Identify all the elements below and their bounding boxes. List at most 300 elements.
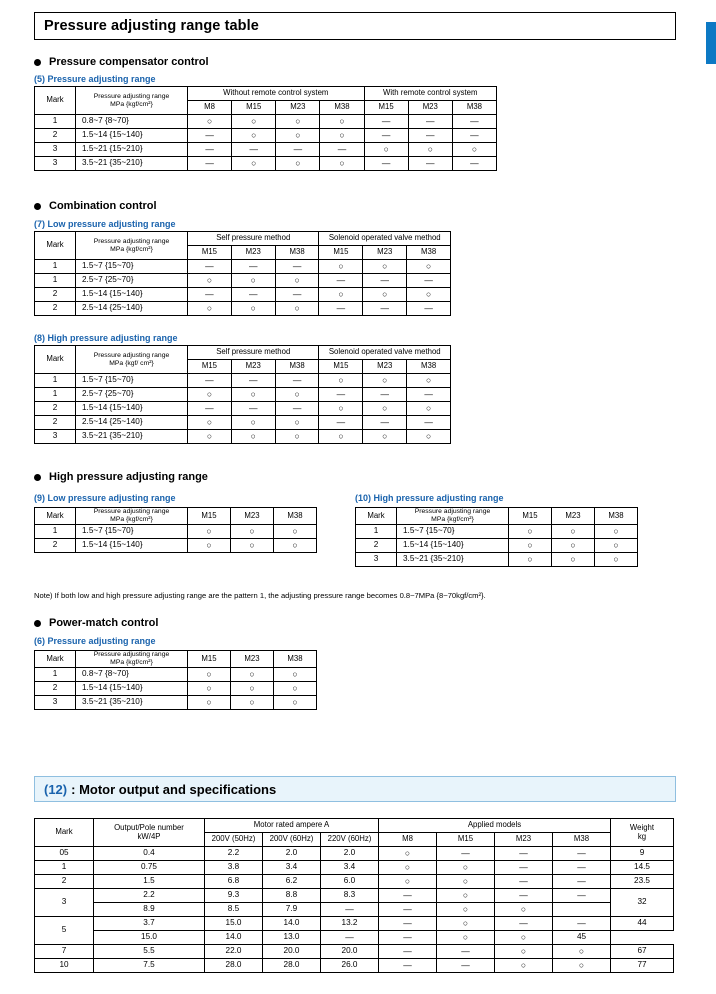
cell-applied-model: — xyxy=(379,959,437,973)
cell-availability: — xyxy=(363,388,407,402)
subheading-number: (7) xyxy=(34,219,45,229)
col-ampere: 200V (50Hz) xyxy=(205,833,263,847)
cell-applied-model: ○ xyxy=(437,861,495,875)
cell-ampere: 13.2 xyxy=(321,917,379,931)
cell-ampere: 3.4 xyxy=(263,861,321,875)
cell-availability: — xyxy=(188,288,232,302)
heading-power-match xyxy=(34,617,158,629)
cell-availability: ○ xyxy=(552,538,595,552)
cell-mark: 2 xyxy=(35,288,76,302)
cell-applied-model: ○ xyxy=(437,917,495,931)
cell-mark: 2 xyxy=(356,538,397,552)
col-group-solenoid: Solenoid operated valve method xyxy=(319,346,451,360)
cell-availability: ○ xyxy=(188,430,232,444)
cell-availability: ○ xyxy=(407,288,451,302)
cell-applied-model: ○ xyxy=(495,959,553,973)
col-model: M23 xyxy=(552,508,595,525)
cell-weight: 67 xyxy=(611,945,674,959)
col-model: M23 xyxy=(408,101,452,115)
table-high-pressure-low-range xyxy=(34,507,317,553)
col-model: M23 xyxy=(231,508,274,525)
subheading-6 xyxy=(34,636,156,646)
table-row xyxy=(35,695,317,709)
cell-output-kw: 7.5 xyxy=(94,959,205,973)
table-row xyxy=(35,274,451,288)
table-high-pressure-high-range xyxy=(355,507,638,567)
cell-availability: ○ xyxy=(363,288,407,302)
cell-availability: ○ xyxy=(319,430,363,444)
cell-applied-model: ○ xyxy=(379,861,437,875)
cell-availability: — xyxy=(320,143,364,157)
cell-availability: ○ xyxy=(274,695,317,709)
cell-weight: 9 xyxy=(611,847,674,861)
table-row xyxy=(356,524,638,538)
cell-mark: 2 xyxy=(35,416,76,430)
cell-availability: — xyxy=(363,274,407,288)
cell-mark: 1 xyxy=(35,388,76,402)
cell-mark: 1 xyxy=(35,274,76,288)
cell-ampere: 13.0 xyxy=(263,931,321,945)
cell-availability: — xyxy=(231,402,275,416)
heading-label: Combination control xyxy=(49,200,157,212)
cell-applied-model: — xyxy=(495,875,553,889)
col-pressure-range xyxy=(76,651,188,668)
subheading-label: Low pressure adjusting range xyxy=(47,493,176,503)
cell-availability: — xyxy=(188,260,232,274)
subheading-number: (6) xyxy=(34,636,45,646)
col-pressure-range xyxy=(76,346,188,374)
col-model: M23 xyxy=(363,360,407,374)
cell-availability: ○ xyxy=(509,524,552,538)
cell-availability: ○ xyxy=(231,388,275,402)
table-header-row xyxy=(35,232,451,246)
table-row xyxy=(35,538,317,552)
cell-weight: 32 xyxy=(611,889,674,917)
cell-availability: ○ xyxy=(231,538,274,552)
cell-ampere: 22.0 xyxy=(205,945,263,959)
col-group-without-remote: Without remote control system xyxy=(188,87,365,101)
cell-availability: ○ xyxy=(188,695,231,709)
weight-line1: Weight xyxy=(629,823,655,833)
cell-availability: — xyxy=(408,115,452,129)
cell-mark: 3 xyxy=(35,157,76,171)
cell-availability: — xyxy=(452,129,496,143)
range-line2: MPa {kgf/cm²} xyxy=(110,515,153,523)
col-model: M15 xyxy=(232,101,276,115)
cell-range: 2.5~7 {25~70} xyxy=(76,388,188,402)
cell-availability: ○ xyxy=(276,115,320,129)
col-model: M15 xyxy=(319,246,363,260)
cell-ampere: 2.0 xyxy=(263,847,321,861)
cell-mark: 05 xyxy=(35,847,94,861)
col-model: M23 xyxy=(231,246,275,260)
output-line1: Output/Pole number xyxy=(114,823,184,833)
col-model: M38 xyxy=(274,651,317,668)
subheading-label: Pressure adjusting range xyxy=(47,636,156,646)
cell-mark: 3 xyxy=(35,695,76,709)
range-line2: MPa {kgf/cm²} xyxy=(110,100,153,108)
col-group-ampere: Motor rated ampere A xyxy=(205,819,379,833)
cell-availability: — xyxy=(408,129,452,143)
heading-label: Power-match control xyxy=(49,617,159,629)
cell-availability: — xyxy=(363,302,407,316)
cell-availability: ○ xyxy=(275,302,319,316)
col-pressure-range xyxy=(76,232,188,260)
col-model: M38 xyxy=(407,360,451,374)
col-mark: Mark xyxy=(356,508,397,525)
cell-output-kw: 5.5 xyxy=(94,945,205,959)
cell-applied-model: — xyxy=(495,861,553,875)
cell-availability: ○ xyxy=(320,115,364,129)
note-text: Note) If both low and high pressure adjusting range are the pattern 1, the adjusting pressure range becomes 0.8~7MPa {8~70kgf/cm²}. xyxy=(34,591,486,600)
cell-applied-model: — xyxy=(495,847,553,861)
table-row xyxy=(35,374,451,388)
table-row xyxy=(35,931,674,945)
cell-ampere: 20.0 xyxy=(321,945,379,959)
heading-label: High pressure adjusting range xyxy=(49,471,208,483)
cell-output-kw: 3.7 xyxy=(94,917,205,931)
cell-availability: ○ xyxy=(407,402,451,416)
cell-availability: ○ xyxy=(231,681,274,695)
table-row xyxy=(35,945,674,959)
cell-availability: ○ xyxy=(188,416,232,430)
table-row xyxy=(35,959,674,973)
bullet-icon xyxy=(34,59,41,66)
cell-range: 2.5~14 {25~140} xyxy=(76,302,188,316)
table-row xyxy=(35,875,674,889)
cell-ampere: 8.5 xyxy=(205,903,263,917)
table-row xyxy=(35,129,497,143)
cell-mark: 7 xyxy=(35,945,94,959)
cell-ampere: 8.9 xyxy=(94,903,205,917)
cell-mark: 1 xyxy=(356,524,397,538)
cell-availability: ○ xyxy=(319,288,363,302)
cell-availability: ○ xyxy=(188,302,232,316)
cell-ampere: 3.4 xyxy=(321,861,379,875)
range-line1: Pressure adjusting range xyxy=(414,508,491,515)
subheading-5 xyxy=(34,74,156,84)
cell-range: 1.5~14 {15~140} xyxy=(76,538,188,552)
cell-availability: ○ xyxy=(509,552,552,566)
cell-availability: ○ xyxy=(363,260,407,274)
cell-availability: — xyxy=(364,157,408,171)
subheading-label: Low pressure adjusting range xyxy=(47,219,176,229)
col-weight xyxy=(611,819,674,847)
cell-applied-model: ○ xyxy=(437,931,495,945)
cell-range: 1.5~21 {15~210} xyxy=(76,143,188,157)
cell-availability: ○ xyxy=(363,402,407,416)
bullet-icon xyxy=(34,620,41,627)
cell-ampere: 28.0 xyxy=(263,959,321,973)
cell-availability: — xyxy=(407,416,451,430)
cell-weight: 45 xyxy=(553,931,611,945)
heading-combination xyxy=(34,200,157,212)
col-model: M15 xyxy=(319,360,363,374)
cell-availability: — xyxy=(275,402,319,416)
cell-ampere: 6.0 xyxy=(321,875,379,889)
cell-mark: 2 xyxy=(35,129,76,143)
cell-applied-model: — xyxy=(437,847,495,861)
cell-mark: 3 xyxy=(35,430,76,444)
cell-applied-model: ○ xyxy=(437,903,495,917)
cell-applied-model: ○ xyxy=(495,945,553,959)
table-header-row xyxy=(35,346,451,360)
cell-availability: ○ xyxy=(188,274,232,288)
section-12-number: (12) xyxy=(44,781,68,797)
range-line1: Pressure adjusting range xyxy=(93,237,170,245)
cell-availability: ○ xyxy=(276,129,320,143)
cell-applied-model: ○ xyxy=(379,847,437,861)
cell-applied-model: — xyxy=(495,917,553,931)
cell-range: 2.5~7 {25~70} xyxy=(76,274,188,288)
cell-availability: ○ xyxy=(188,524,231,538)
cell-applied-model: — xyxy=(553,917,611,931)
cell-ampere: 6.8 xyxy=(205,875,263,889)
table-row xyxy=(356,552,638,566)
page-side-marker xyxy=(706,22,716,64)
cell-applied-model: — xyxy=(379,931,437,945)
subheading-7 xyxy=(34,219,176,229)
cell-mark: 2 xyxy=(35,402,76,416)
heading-pressure-compensator xyxy=(34,56,209,68)
cell-weight: 23.5 xyxy=(611,875,674,889)
table-row xyxy=(35,889,674,903)
range-line1: Pressure adjusting range xyxy=(93,92,170,100)
section-12-header xyxy=(34,776,676,802)
cell-mark: 2 xyxy=(35,875,94,889)
col-model: M15 xyxy=(188,651,231,668)
cell-ampere: 14.0 xyxy=(263,917,321,931)
cell-availability: ○ xyxy=(552,552,595,566)
cell-ampere: 6.2 xyxy=(263,875,321,889)
cell-applied-model: — xyxy=(379,889,437,903)
cell-weight: 77 xyxy=(611,959,674,973)
cell-applied-model: ○ xyxy=(379,875,437,889)
cell-applied-model: ○ xyxy=(437,889,495,903)
table-combination-high xyxy=(34,345,451,444)
cell-availability: — xyxy=(363,416,407,430)
subheading-number: (5) xyxy=(34,74,45,84)
col-model: M8 xyxy=(379,833,437,847)
cell-ampere: 14.0 xyxy=(205,931,263,945)
cell-mark: 3 xyxy=(356,552,397,566)
cell-availability: ○ xyxy=(595,524,638,538)
cell-applied-model: — xyxy=(553,861,611,875)
col-mark: Mark xyxy=(35,508,76,525)
cell-applied-model: ○ xyxy=(495,903,553,917)
cell-availability: ○ xyxy=(407,374,451,388)
cell-availability: ○ xyxy=(274,524,317,538)
table-row xyxy=(35,847,674,861)
range-line1: Pressure adjusting range xyxy=(93,351,170,359)
cell-availability: ○ xyxy=(319,402,363,416)
cell-ampere: 9.3 xyxy=(205,889,263,903)
col-model: M23 xyxy=(363,246,407,260)
cell-ampere: 3.8 xyxy=(205,861,263,875)
cell-availability: ○ xyxy=(231,695,274,709)
col-pressure-range xyxy=(76,508,188,525)
cell-range: 1.5~14 {15~140} xyxy=(76,681,188,695)
cell-applied-model: — xyxy=(553,889,611,903)
cell-ampere: 26.0 xyxy=(321,959,379,973)
cell-availability: ○ xyxy=(275,416,319,430)
table-row xyxy=(35,861,674,875)
cell-range: 1.5~7 {15~70} xyxy=(397,524,509,538)
cell-availability: ○ xyxy=(274,667,317,681)
cell-availability: ○ xyxy=(320,157,364,171)
cell-availability: ○ xyxy=(452,143,496,157)
table-row xyxy=(35,115,497,129)
cell-range: 3.5~21 {35~210} xyxy=(76,157,188,171)
table-pressure-compensator xyxy=(34,86,497,171)
cell-availability: ○ xyxy=(232,129,276,143)
cell-availability: — xyxy=(188,157,232,171)
table-row xyxy=(35,903,674,917)
cell-availability: ○ xyxy=(407,430,451,444)
cell-ampere: 8.3 xyxy=(321,889,379,903)
col-model: M23 xyxy=(231,360,275,374)
col-group-models: Applied models xyxy=(379,819,611,833)
table-combination-low xyxy=(34,231,451,316)
cell-range: 2.5~14 {25~140} xyxy=(76,416,188,430)
col-model: M38 xyxy=(274,508,317,525)
table-header-row xyxy=(35,651,317,668)
table-header-row xyxy=(35,508,317,525)
range-line2: MPa {kgf/cm²} xyxy=(431,515,474,523)
cell-availability: — xyxy=(407,302,451,316)
cell-applied-model: — xyxy=(437,959,495,973)
cell-availability: — xyxy=(319,274,363,288)
cell-applied-model: ○ xyxy=(437,875,495,889)
cell-range: 0.8~7 {8~70} xyxy=(76,115,188,129)
col-model: M15 xyxy=(188,360,232,374)
section-12-title: : Motor output and specifications xyxy=(71,781,277,797)
range-line2: MPa {kgf/cm²} xyxy=(110,245,153,253)
cell-availability: ○ xyxy=(320,129,364,143)
table-row xyxy=(35,302,451,316)
table-motor-specifications xyxy=(34,818,674,973)
cell-availability: ○ xyxy=(231,667,274,681)
cell-availability: ○ xyxy=(231,430,275,444)
cell-availability: — xyxy=(408,157,452,171)
cell-availability: ○ xyxy=(364,143,408,157)
table-power-match xyxy=(34,650,317,710)
cell-applied-model: — xyxy=(379,945,437,959)
range-line2: MPa {kgf/ cm²} xyxy=(109,359,154,367)
cell-availability: ○ xyxy=(188,115,232,129)
bullet-icon xyxy=(34,203,41,210)
cell-mark: 1 xyxy=(35,374,76,388)
cell-range: 1.5~14 {15~140} xyxy=(76,288,188,302)
cell-availability: — xyxy=(188,374,232,388)
col-model: M15 xyxy=(364,101,408,115)
cell-availability: ○ xyxy=(595,552,638,566)
col-model: M38 xyxy=(407,246,451,260)
col-mark: Mark xyxy=(35,819,94,847)
col-model: M38 xyxy=(275,360,319,374)
heading-label: Pressure compensator control xyxy=(49,56,209,68)
table-header-row xyxy=(356,508,638,525)
col-model: M38 xyxy=(595,508,638,525)
table-row xyxy=(35,917,674,931)
col-model: M15 xyxy=(188,246,232,260)
cell-availability: — xyxy=(188,129,232,143)
subheading-9 xyxy=(34,493,176,503)
cell-availability: — xyxy=(452,115,496,129)
cell-availability: — xyxy=(319,302,363,316)
table-row xyxy=(35,681,317,695)
cell-availability: — xyxy=(231,374,275,388)
table-row xyxy=(35,288,451,302)
cell-applied-model: — xyxy=(553,875,611,889)
page-title-box xyxy=(34,12,676,40)
cell-ampere: 2.0 xyxy=(321,847,379,861)
table-row xyxy=(35,416,451,430)
cell-range: 3.5~21 {35~210} xyxy=(397,552,509,566)
cell-availability: ○ xyxy=(319,374,363,388)
col-group-self-pressure: Self pressure method xyxy=(188,232,319,246)
cell-mark: 5 xyxy=(35,917,94,945)
cell-weight: 44 xyxy=(611,917,674,931)
cell-mark: 2 xyxy=(35,538,76,552)
cell-ampere: 20.0 xyxy=(263,945,321,959)
cell-availability: ○ xyxy=(231,302,275,316)
cell-mark: 3 xyxy=(35,889,94,917)
col-ampere: 220V (60Hz) xyxy=(321,833,379,847)
cell-availability: — xyxy=(452,157,496,171)
cell-availability: — xyxy=(319,416,363,430)
col-ampere: 200V (60Hz) xyxy=(263,833,321,847)
cell-availability: — xyxy=(231,260,275,274)
col-model: M23 xyxy=(231,651,274,668)
table-row xyxy=(35,260,451,274)
cell-applied-model: ○ xyxy=(495,931,553,945)
table-header-row xyxy=(35,87,497,101)
cell-range: 3.5~21 {35~210} xyxy=(76,695,188,709)
cell-range: 1.5~14 {15~140} xyxy=(397,538,509,552)
cell-availability: ○ xyxy=(188,681,231,695)
table-header-row xyxy=(35,819,674,833)
subheading-number: (8) xyxy=(34,333,45,343)
cell-applied-model: ○ xyxy=(553,959,611,973)
page-title: Pressure adjusting range table xyxy=(44,18,259,34)
cell-availability: — xyxy=(188,143,232,157)
cell-applied-model: — xyxy=(495,889,553,903)
cell-mark: 10 xyxy=(35,959,94,973)
cell-availability: ○ xyxy=(363,374,407,388)
range-line1: Pressure adjusting range xyxy=(93,651,170,658)
cell-range: 0.8~7 {8~70} xyxy=(76,667,188,681)
cell-availability: ○ xyxy=(275,388,319,402)
cell-availability: ○ xyxy=(231,524,274,538)
weight-line2: kg xyxy=(637,831,647,841)
table-row xyxy=(35,157,497,171)
range-line1: Pressure adjusting range xyxy=(93,508,170,515)
cell-availability: ○ xyxy=(509,538,552,552)
cell-availability: ○ xyxy=(407,260,451,274)
subheading-number: (9) xyxy=(34,493,45,503)
output-line2: kW/4P xyxy=(137,831,161,841)
subheading-label: High pressure adjusting range xyxy=(47,333,178,343)
cell-applied-model: — xyxy=(553,847,611,861)
cell-availability: ○ xyxy=(274,538,317,552)
cell-availability: ○ xyxy=(276,157,320,171)
cell-mark: 1 xyxy=(35,861,94,875)
col-model: M38 xyxy=(553,833,611,847)
table-row xyxy=(35,388,451,402)
col-pressure-range xyxy=(397,508,509,525)
col-model: M15 xyxy=(188,508,231,525)
